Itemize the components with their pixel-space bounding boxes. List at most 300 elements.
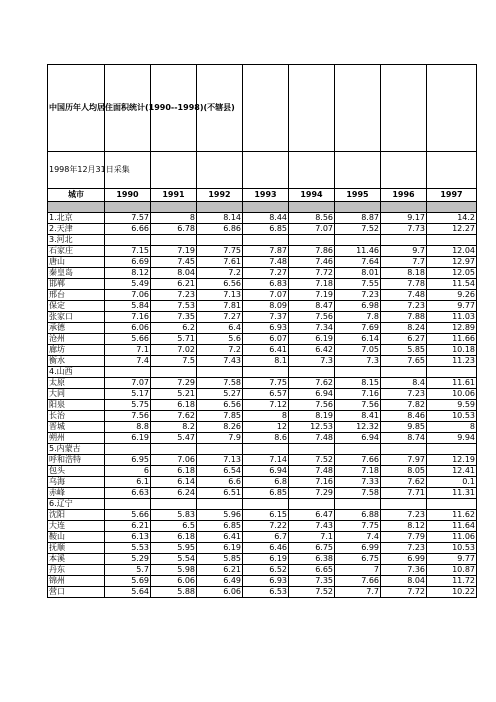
value-cell[interactable]: 6.13	[105, 532, 151, 543]
value-cell[interactable]: 6.53	[243, 587, 289, 598]
value-cell[interactable]: 8.18	[381, 268, 427, 279]
header-year[interactable]: 1992	[197, 189, 243, 202]
city-name-cell[interactable]: 邯郸	[48, 279, 105, 290]
value-cell[interactable]: 12.53	[289, 422, 335, 433]
value-cell[interactable]: 7.71	[381, 488, 427, 499]
city-name-cell[interactable]: 5.内蒙古	[48, 444, 105, 455]
value-cell[interactable]: 5.96	[197, 510, 243, 521]
value-cell[interactable]: 7.33	[335, 477, 381, 488]
value-cell[interactable]: 7.1	[105, 345, 151, 356]
value-cell[interactable]: 7.05	[335, 345, 381, 356]
value-cell[interactable]	[243, 499, 289, 510]
value-cell[interactable]: 6.27	[381, 334, 427, 345]
city-name-cell[interactable]: 邢台	[48, 290, 105, 301]
value-cell[interactable]: 8.04	[381, 576, 427, 587]
value-cell[interactable]: 5.7	[105, 565, 151, 576]
value-cell[interactable]: 14.2	[427, 213, 477, 224]
value-cell[interactable]: 7	[335, 565, 381, 576]
value-cell[interactable]: 6.94	[243, 466, 289, 477]
value-cell[interactable]	[243, 235, 289, 246]
city-name-cell[interactable]: 锦州	[48, 576, 105, 587]
value-cell[interactable]: 5.66	[105, 334, 151, 345]
value-cell[interactable]: 7.4	[105, 356, 151, 367]
value-cell[interactable]: 6.78	[151, 224, 197, 235]
value-cell[interactable]: 6.24	[151, 488, 197, 499]
value-cell[interactable]: 8.26	[197, 422, 243, 433]
value-cell[interactable]: 7.37	[243, 312, 289, 323]
value-cell[interactable]: 6.8	[243, 477, 289, 488]
value-cell[interactable]: 11.72	[427, 576, 477, 587]
value-cell[interactable]: 12.04	[427, 246, 477, 257]
value-cell[interactable]: 7.62	[289, 378, 335, 389]
value-cell[interactable]: 5.6	[197, 334, 243, 345]
city-name-cell[interactable]: 太原	[48, 378, 105, 389]
value-cell[interactable]	[151, 499, 197, 510]
value-cell[interactable]: 5.88	[151, 587, 197, 598]
value-cell[interactable]: 7.19	[289, 290, 335, 301]
value-cell[interactable]: 7.2	[197, 268, 243, 279]
value-cell[interactable]: 7.57	[105, 213, 151, 224]
value-cell[interactable]: 8.12	[381, 521, 427, 532]
city-name-cell[interactable]: 丹东	[48, 565, 105, 576]
value-cell[interactable]: 6.46	[243, 543, 289, 554]
value-cell[interactable]: 6.49	[197, 576, 243, 587]
value-cell[interactable]: 7.43	[289, 521, 335, 532]
city-name-cell[interactable]: 秦皇岛	[48, 268, 105, 279]
value-cell[interactable]: 7.7	[335, 587, 381, 598]
value-cell[interactable]: 7.66	[335, 455, 381, 466]
city-name-cell[interactable]: 廊坊	[48, 345, 105, 356]
empty-cell[interactable]	[197, 152, 243, 189]
value-cell[interactable]: 7.18	[335, 466, 381, 477]
value-cell[interactable]: 7.56	[335, 400, 381, 411]
value-cell[interactable]	[335, 367, 381, 378]
value-cell[interactable]	[105, 444, 151, 455]
value-cell[interactable]: 10.18	[427, 345, 477, 356]
value-cell[interactable]: 6.06	[197, 587, 243, 598]
value-cell[interactable]: 7.3	[335, 356, 381, 367]
city-name-cell[interactable]: 大同	[48, 389, 105, 400]
value-cell[interactable]: 7.46	[289, 257, 335, 268]
value-cell[interactable]	[335, 499, 381, 510]
value-cell[interactable]: 7.19	[151, 246, 197, 257]
value-cell[interactable]: 7.13	[197, 455, 243, 466]
empty-cell[interactable]	[427, 152, 477, 189]
value-cell[interactable]: 7.06	[151, 455, 197, 466]
value-cell[interactable]: 8.05	[381, 466, 427, 477]
value-cell[interactable]: 5.66	[105, 510, 151, 521]
value-cell[interactable]: 7.55	[335, 279, 381, 290]
value-cell[interactable]: 8.15	[335, 378, 381, 389]
value-cell[interactable]: 7.07	[289, 224, 335, 235]
empty-cell[interactable]	[335, 65, 381, 152]
header-year[interactable]: 1994	[289, 189, 335, 202]
value-cell[interactable]: 6.69	[105, 257, 151, 268]
value-cell[interactable]	[381, 367, 427, 378]
value-cell[interactable]: 5.47	[151, 433, 197, 444]
value-cell[interactable]: 7.88	[381, 312, 427, 323]
value-cell[interactable]: 7.07	[243, 290, 289, 301]
value-cell[interactable]: 10.53	[427, 411, 477, 422]
value-cell[interactable]: 9.77	[427, 554, 477, 565]
value-cell[interactable]: 7.16	[289, 477, 335, 488]
value-cell[interactable]: 6.14	[151, 477, 197, 488]
value-cell[interactable]: 7.87	[243, 246, 289, 257]
value-cell[interactable]: 6.66	[105, 224, 151, 235]
value-cell[interactable]: 6.38	[289, 554, 335, 565]
value-cell[interactable]: 7.86	[289, 246, 335, 257]
value-cell[interactable]: 6.99	[335, 543, 381, 554]
value-cell[interactable]: 7.48	[289, 466, 335, 477]
gray-cell[interactable]	[427, 202, 477, 213]
value-cell[interactable]: 7.72	[381, 587, 427, 598]
value-cell[interactable]: 6.14	[335, 334, 381, 345]
value-cell[interactable]: 6.21	[197, 565, 243, 576]
value-cell[interactable]: 11.23	[427, 356, 477, 367]
value-cell[interactable]: 7.61	[197, 257, 243, 268]
value-cell[interactable]	[289, 444, 335, 455]
gray-cell[interactable]	[335, 202, 381, 213]
value-cell[interactable]	[105, 499, 151, 510]
value-cell[interactable]: 8.14	[197, 213, 243, 224]
value-cell[interactable]: 7.64	[335, 257, 381, 268]
value-cell[interactable]: 7.4	[335, 532, 381, 543]
value-cell[interactable]: 7.72	[289, 268, 335, 279]
value-cell[interactable]: 6.57	[243, 389, 289, 400]
value-cell[interactable]: 7.3	[289, 356, 335, 367]
value-cell[interactable]: 6.93	[243, 576, 289, 587]
value-cell[interactable]: 7.23	[381, 389, 427, 400]
city-name-cell[interactable]: 衡水	[48, 356, 105, 367]
value-cell[interactable]: 5.69	[105, 576, 151, 587]
city-name-cell[interactable]: 张家口	[48, 312, 105, 323]
value-cell[interactable]: 6.41	[197, 532, 243, 543]
value-cell[interactable]: 12.19	[427, 455, 477, 466]
empty-cell[interactable]	[427, 65, 477, 152]
value-cell[interactable]: 6.88	[335, 510, 381, 521]
value-cell[interactable]: 6.75	[289, 543, 335, 554]
value-cell[interactable]: 10.22	[427, 587, 477, 598]
header-year[interactable]: 1995	[335, 189, 381, 202]
city-name-cell[interactable]: 大连	[48, 521, 105, 532]
value-cell[interactable]: 8.47	[289, 301, 335, 312]
value-cell[interactable]: 12.27	[427, 224, 477, 235]
value-cell[interactable]: 8.04	[151, 268, 197, 279]
value-cell[interactable]: 7.69	[335, 323, 381, 334]
empty-cell[interactable]	[335, 152, 381, 189]
value-cell[interactable]: 8.12	[105, 268, 151, 279]
value-cell[interactable]: 6.85	[197, 521, 243, 532]
header-year[interactable]: 1997	[427, 189, 477, 202]
value-cell[interactable]: 9.59	[427, 400, 477, 411]
value-cell[interactable]	[151, 235, 197, 246]
value-cell[interactable]: 7.2	[197, 345, 243, 356]
value-cell[interactable]	[105, 235, 151, 246]
city-name-cell[interactable]: 唐山	[48, 257, 105, 268]
value-cell[interactable]: 7.1	[289, 532, 335, 543]
value-cell[interactable]: 7.79	[381, 532, 427, 543]
value-cell[interactable]	[427, 499, 477, 510]
value-cell[interactable]: 7.23	[335, 290, 381, 301]
date-note[interactable]: 1998年12月31日采集	[48, 152, 105, 189]
value-cell[interactable]: 8	[427, 422, 477, 433]
value-cell[interactable]: 7.56	[289, 400, 335, 411]
value-cell[interactable]: 5.71	[151, 334, 197, 345]
value-cell[interactable]: 6.18	[151, 400, 197, 411]
value-cell[interactable]: 11.64	[427, 521, 477, 532]
value-cell[interactable]: 6.56	[197, 279, 243, 290]
value-cell[interactable]	[197, 235, 243, 246]
value-cell[interactable]: 6.21	[151, 279, 197, 290]
value-cell[interactable]: 12.05	[427, 268, 477, 279]
value-cell[interactable]: 7.82	[381, 400, 427, 411]
value-cell[interactable]: 10.87	[427, 565, 477, 576]
value-cell[interactable]: 7.23	[381, 543, 427, 554]
value-cell[interactable]: 9.17	[381, 213, 427, 224]
value-cell[interactable]: 6.75	[335, 554, 381, 565]
city-name-cell[interactable]: 朔州	[48, 433, 105, 444]
value-cell[interactable]	[289, 235, 335, 246]
city-name-cell[interactable]: 营口	[48, 587, 105, 598]
value-cell[interactable]: 8.09	[243, 301, 289, 312]
value-cell[interactable]: 11.62	[427, 510, 477, 521]
value-cell[interactable]	[427, 235, 477, 246]
value-cell[interactable]: 0.1	[427, 477, 477, 488]
value-cell[interactable]: 6.19	[105, 433, 151, 444]
city-name-cell[interactable]: 抚顺	[48, 543, 105, 554]
header-year[interactable]: 1990	[105, 189, 151, 202]
value-cell[interactable]: 6.18	[151, 532, 197, 543]
header-year[interactable]: 1991	[151, 189, 197, 202]
gray-cell[interactable]	[151, 202, 197, 213]
value-cell[interactable]: 7.15	[105, 246, 151, 257]
value-cell[interactable]	[197, 499, 243, 510]
value-cell[interactable]: 5.27	[197, 389, 243, 400]
value-cell[interactable]: 6.94	[289, 389, 335, 400]
value-cell[interactable]: 7.29	[151, 378, 197, 389]
gray-cell[interactable]	[48, 202, 105, 213]
value-cell[interactable]: 6.85	[243, 224, 289, 235]
value-cell[interactable]: 9.77	[427, 301, 477, 312]
value-cell[interactable]: 7.43	[197, 356, 243, 367]
value-cell[interactable]: 7.34	[289, 323, 335, 334]
value-cell[interactable]: 5.21	[151, 389, 197, 400]
value-cell[interactable]: 5.29	[105, 554, 151, 565]
value-cell[interactable]: 12.41	[427, 466, 477, 477]
value-cell[interactable]: 9.94	[427, 433, 477, 444]
value-cell[interactable]: 6.19	[243, 554, 289, 565]
empty-cell[interactable]	[381, 65, 427, 152]
value-cell[interactable]: 6	[105, 466, 151, 477]
header-year[interactable]: 1996	[381, 189, 427, 202]
value-cell[interactable]: 8.56	[289, 213, 335, 224]
value-cell[interactable]: 7.75	[197, 246, 243, 257]
value-cell[interactable]: 11.06	[427, 532, 477, 543]
value-cell[interactable]	[197, 367, 243, 378]
value-cell[interactable]: 7.48	[289, 433, 335, 444]
city-name-cell[interactable]: 呼和浩特	[48, 455, 105, 466]
gray-cell[interactable]	[243, 202, 289, 213]
value-cell[interactable]: 7.18	[289, 279, 335, 290]
value-cell[interactable]: 11.31	[427, 488, 477, 499]
value-cell[interactable]	[427, 367, 477, 378]
value-cell[interactable]: 7.29	[289, 488, 335, 499]
value-cell[interactable]: 7.27	[243, 268, 289, 279]
value-cell[interactable]: 5.84	[105, 301, 151, 312]
city-name-cell[interactable]: 6.辽宁	[48, 499, 105, 510]
value-cell[interactable]: 7.73	[381, 224, 427, 235]
value-cell[interactable]: 5.54	[151, 554, 197, 565]
value-cell[interactable]: 8	[151, 213, 197, 224]
value-cell[interactable]: 6.86	[197, 224, 243, 235]
value-cell[interactable]	[105, 367, 151, 378]
value-cell[interactable]: 7.7	[381, 257, 427, 268]
value-cell[interactable]: 6.6	[197, 477, 243, 488]
value-cell[interactable]: 7.75	[335, 521, 381, 532]
value-cell[interactable]: 10.53	[427, 543, 477, 554]
value-cell[interactable]: 7.66	[335, 576, 381, 587]
value-cell[interactable]: 11.61	[427, 378, 477, 389]
value-cell[interactable]: 6.56	[197, 400, 243, 411]
value-cell[interactable]: 6.94	[335, 433, 381, 444]
value-cell[interactable]: 10.06	[427, 389, 477, 400]
value-cell[interactable]: 7.23	[381, 510, 427, 521]
value-cell[interactable]	[197, 444, 243, 455]
value-cell[interactable]	[381, 235, 427, 246]
value-cell[interactable]: 7.58	[335, 488, 381, 499]
value-cell[interactable]: 7.62	[381, 477, 427, 488]
city-name-cell[interactable]: 鞍山	[48, 532, 105, 543]
value-cell[interactable]	[335, 444, 381, 455]
value-cell[interactable]: 8.41	[335, 411, 381, 422]
value-cell[interactable]: 7.14	[243, 455, 289, 466]
value-cell[interactable]: 5.98	[151, 565, 197, 576]
value-cell[interactable]: 6.19	[197, 543, 243, 554]
value-cell[interactable]: 6.7	[243, 532, 289, 543]
value-cell[interactable]: 7.35	[289, 576, 335, 587]
empty-cell[interactable]	[289, 65, 335, 152]
value-cell[interactable]: 6.18	[151, 466, 197, 477]
value-cell[interactable]: 7.07	[105, 378, 151, 389]
empty-cell[interactable]	[243, 65, 289, 152]
value-cell[interactable]	[289, 367, 335, 378]
value-cell[interactable]: 7.27	[197, 312, 243, 323]
value-cell[interactable]: 7.48	[381, 290, 427, 301]
value-cell[interactable]: 5.49	[105, 279, 151, 290]
value-cell[interactable]: 6.5	[151, 521, 197, 532]
city-name-cell[interactable]: 2.天津	[48, 224, 105, 235]
value-cell[interactable]: 8.1	[243, 356, 289, 367]
value-cell[interactable]: 11.03	[427, 312, 477, 323]
value-cell[interactable]: 7.23	[381, 301, 427, 312]
value-cell[interactable]: 7.48	[243, 257, 289, 268]
gray-cell[interactable]	[105, 202, 151, 213]
value-cell[interactable]: 6.21	[105, 521, 151, 532]
value-cell[interactable]: 5.17	[105, 389, 151, 400]
gray-cell[interactable]	[197, 202, 243, 213]
value-cell[interactable]	[151, 444, 197, 455]
value-cell[interactable]: 5.83	[151, 510, 197, 521]
value-cell[interactable]: 7.36	[381, 565, 427, 576]
header-year[interactable]: 1993	[243, 189, 289, 202]
value-cell[interactable]: 5.75	[105, 400, 151, 411]
sheet-title[interactable]: 中国历年人均居住面积统计(1990--1998)(不辖县)	[48, 65, 105, 152]
city-name-cell[interactable]: 3.河北	[48, 235, 105, 246]
value-cell[interactable]	[151, 367, 197, 378]
value-cell[interactable]: 5.85	[381, 345, 427, 356]
city-name-cell[interactable]: 晋城	[48, 422, 105, 433]
city-name-cell[interactable]: 沧州	[48, 334, 105, 345]
city-name-cell[interactable]: 1.北京	[48, 213, 105, 224]
value-cell[interactable]: 11.54	[427, 279, 477, 290]
city-name-cell[interactable]: 沈阳	[48, 510, 105, 521]
value-cell[interactable]: 6.83	[243, 279, 289, 290]
value-cell[interactable]: 8.01	[335, 268, 381, 279]
city-name-cell[interactable]: 4.山西	[48, 367, 105, 378]
value-cell[interactable]	[243, 367, 289, 378]
value-cell[interactable]: 7.97	[381, 455, 427, 466]
empty-cell[interactable]	[289, 152, 335, 189]
value-cell[interactable]: 7.85	[197, 411, 243, 422]
value-cell[interactable]: 6.47	[289, 510, 335, 521]
value-cell[interactable]: 6.2	[151, 323, 197, 334]
value-cell[interactable]	[335, 235, 381, 246]
value-cell[interactable]: 7.56	[289, 312, 335, 323]
value-cell[interactable]: 12	[243, 422, 289, 433]
city-name-cell[interactable]: 保定	[48, 301, 105, 312]
value-cell[interactable]: 6.15	[243, 510, 289, 521]
city-name-cell[interactable]: 乌海	[48, 477, 105, 488]
value-cell[interactable]: 8.87	[335, 213, 381, 224]
value-cell[interactable]: 7.65	[381, 356, 427, 367]
value-cell[interactable]: 7.78	[381, 279, 427, 290]
value-cell[interactable]: 7.13	[197, 290, 243, 301]
value-cell[interactable]: 6.42	[289, 345, 335, 356]
value-cell[interactable]	[243, 444, 289, 455]
value-cell[interactable]: 12.97	[427, 257, 477, 268]
value-cell[interactable]: 7.35	[151, 312, 197, 323]
empty-cell[interactable]	[243, 152, 289, 189]
value-cell[interactable]: 12.32	[335, 422, 381, 433]
value-cell[interactable]: 9.7	[381, 246, 427, 257]
value-cell[interactable]	[427, 444, 477, 455]
header-city[interactable]: 城市	[48, 189, 105, 202]
value-cell[interactable]: 5.53	[105, 543, 151, 554]
value-cell[interactable]: 6.06	[151, 576, 197, 587]
city-name-cell[interactable]: 阳泉	[48, 400, 105, 411]
value-cell[interactable]: 8.46	[381, 411, 427, 422]
value-cell[interactable]: 6.85	[243, 488, 289, 499]
value-cell[interactable]: 8.8	[105, 422, 151, 433]
empty-cell[interactable]	[381, 152, 427, 189]
value-cell[interactable]: 5.64	[105, 587, 151, 598]
value-cell[interactable]: 6.19	[289, 334, 335, 345]
value-cell[interactable]: 6.4	[197, 323, 243, 334]
value-cell[interactable]: 7.52	[289, 455, 335, 466]
value-cell[interactable]: 7.06	[105, 290, 151, 301]
value-cell[interactable]: 7.81	[197, 301, 243, 312]
value-cell[interactable]: 8.19	[289, 411, 335, 422]
value-cell[interactable]: 9.26	[427, 290, 477, 301]
value-cell[interactable]	[381, 444, 427, 455]
value-cell[interactable]: 7.52	[335, 224, 381, 235]
city-name-cell[interactable]: 本溪	[48, 554, 105, 565]
value-cell[interactable]	[289, 499, 335, 510]
value-cell[interactable]: 7.23	[151, 290, 197, 301]
value-cell[interactable]: 6.63	[105, 488, 151, 499]
value-cell[interactable]: 7.53	[151, 301, 197, 312]
city-name-cell[interactable]: 承德	[48, 323, 105, 334]
